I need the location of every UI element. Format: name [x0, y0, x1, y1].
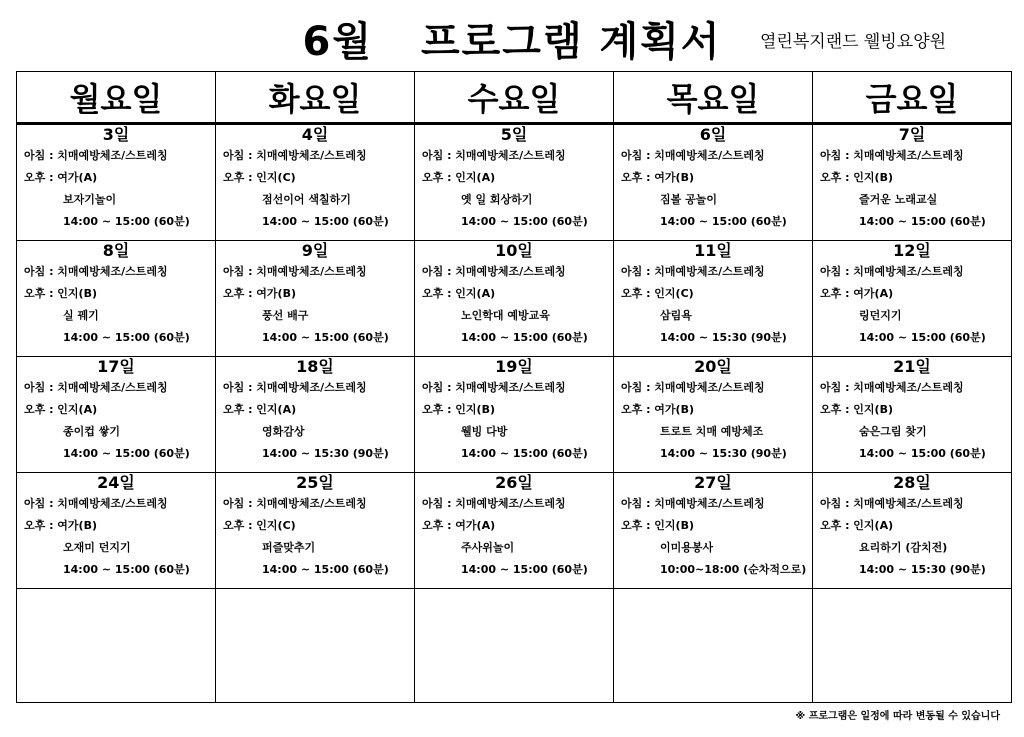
morning-program: 아침 : 치매예방체조/스트레칭	[820, 381, 964, 394]
morning-program: 아침 : 치매예방체조/스트레칭	[422, 149, 566, 162]
activity-name: 보자기놀이	[63, 193, 117, 206]
morning-program: 아침 : 치매예방체조/스트레칭	[422, 381, 566, 394]
day-cell	[17, 473, 216, 589]
activity-name: 숨은그림 찾기	[859, 425, 927, 438]
day-number: 3일	[102, 125, 130, 144]
program-calendar	[16, 71, 1012, 703]
day-cell	[415, 357, 614, 473]
activity-time: 14:00 ~ 15:00 (60분)	[262, 215, 389, 228]
day-number: 7일	[898, 125, 926, 144]
afternoon-program: 오후 : 여가(B)	[621, 171, 695, 184]
morning-program: 아침 : 치매예방체조/스트레칭	[24, 381, 168, 394]
day-number: 10일	[495, 241, 533, 260]
weekday-header: 월요일	[17, 72, 216, 124]
afternoon-program: 오후 : 인지(C)	[223, 519, 296, 532]
day-cell	[415, 124, 614, 241]
day-number: 17일	[97, 357, 135, 376]
day-cell	[614, 241, 813, 357]
activity-time: 14:00 ~ 15:00 (60분)	[859, 215, 986, 228]
activity-name: 요리하기 (감치전)	[859, 541, 948, 554]
activity-time: 14:00 ~ 15:00 (60분)	[461, 331, 588, 344]
activity-name: 실 꿰기	[63, 309, 99, 322]
morning-program: 아침 : 치매예방체조/스트레칭	[820, 265, 964, 278]
activity-name: 짐볼 공놀이	[660, 193, 717, 206]
afternoon-program: 오후 : 인지(A)	[24, 403, 98, 416]
activity-time: 14:00 ~ 15:00 (60분)	[63, 447, 190, 460]
morning-program: 아침 : 치매예방체조/스트레칭	[223, 265, 367, 278]
afternoon-program: 오후 : 인지(B)	[422, 403, 496, 416]
afternoon-program: 오후 : 인지(B)	[820, 171, 894, 184]
morning-program: 아침 : 치매예방체조/스트레칭	[621, 265, 765, 278]
footnote: ※ 프로그램은 일정에 따라 변동될 수 있습니다	[795, 711, 1000, 722]
day-number: 4일	[301, 125, 329, 144]
organization-name: 열린복지랜드 웰빙요양원	[760, 32, 947, 52]
afternoon-program: 오후 : 여가(A)	[422, 519, 496, 532]
activity-time: 14:00 ~ 15:00 (60분)	[660, 215, 787, 228]
empty-day-cell	[415, 589, 614, 703]
activity-time: 14:00 ~ 15:30 (90분)	[262, 447, 389, 460]
day-number: 12일	[893, 241, 931, 260]
activity-time: 14:00 ~ 15:00 (60분)	[63, 331, 190, 344]
day-number: 26일	[495, 473, 533, 492]
week-row	[17, 357, 1012, 473]
activity-time: 14:00 ~ 15:00 (60분)	[262, 331, 389, 344]
activity-name: 삼림욕	[660, 309, 692, 322]
afternoon-program: 오후 : 인지(A)	[820, 519, 894, 532]
afternoon-program: 오후 : 여가(B)	[223, 287, 297, 300]
day-cell	[813, 473, 1012, 589]
activity-name: 링던지기	[859, 309, 902, 322]
afternoon-program: 오후 : 인지(A)	[422, 287, 496, 300]
afternoon-program: 오후 : 여가(B)	[24, 519, 98, 532]
morning-program: 아침 : 치매예방체조/스트레칭	[621, 381, 765, 394]
morning-program: 아침 : 치매예방체조/스트레칭	[422, 497, 566, 510]
day-number: 11일	[694, 241, 732, 260]
day-cell	[17, 357, 216, 473]
day-number: 18일	[296, 357, 334, 376]
day-number: 28일	[893, 473, 931, 492]
activity-time: 14:00 ~ 15:30 (90분)	[660, 331, 787, 344]
title-month: 6월	[302, 19, 374, 65]
activity-name: 영화감상	[262, 425, 305, 438]
day-cell	[813, 241, 1012, 357]
afternoon-program: 오후 : 인지(B)	[820, 403, 894, 416]
activity-time: 10:00~18:00 (순차적으로)	[660, 563, 807, 576]
day-cell	[614, 357, 813, 473]
day-cell	[614, 124, 813, 241]
empty-day-cell	[813, 589, 1012, 703]
calendar-body	[17, 124, 1012, 703]
morning-program: 아침 : 치매예방체조/스트레칭	[820, 149, 964, 162]
activity-name: 퍼즐맞추기	[262, 541, 316, 554]
day-number: 24일	[97, 473, 135, 492]
activity-name: 풍선 배구	[262, 309, 309, 322]
activity-name: 웰빙 다방	[461, 425, 508, 438]
morning-program: 아침 : 치매예방체조/스트레칭	[223, 381, 367, 394]
afternoon-program: 오후 : 인지(B)	[24, 287, 98, 300]
morning-program: 아침 : 치매예방체조/스트레칭	[422, 265, 566, 278]
afternoon-program: 오후 : 인지(B)	[621, 519, 695, 532]
empty-day-cell	[17, 589, 216, 703]
week-row	[17, 124, 1012, 241]
activity-time: 14:00 ~ 15:00 (60분)	[461, 447, 588, 460]
day-cell	[17, 241, 216, 357]
day-number: 6일	[699, 125, 727, 144]
day-number: 5일	[500, 125, 528, 144]
weekday-header: 목요일	[614, 72, 813, 124]
day-number: 8일	[102, 241, 130, 260]
day-number: 9일	[301, 241, 329, 260]
day-cell	[216, 124, 415, 241]
afternoon-program: 오후 : 인지(A)	[422, 171, 496, 184]
afternoon-program: 오후 : 인지(C)	[223, 171, 296, 184]
afternoon-program: 오후 : 인지(C)	[621, 287, 694, 300]
day-cell	[813, 124, 1012, 241]
activity-name: 즐거운 노래교실	[859, 193, 938, 206]
day-cell	[216, 241, 415, 357]
morning-program: 아침 : 치매예방체조/스트레칭	[621, 149, 765, 162]
activity-name: 점선이어 색칠하기	[262, 193, 351, 206]
activity-time: 14:00 ~ 15:00 (60분)	[859, 331, 986, 344]
weekday-header: 금요일	[813, 72, 1012, 124]
morning-program: 아침 : 치매예방체조/스트레칭	[621, 497, 765, 510]
activity-name: 노인학대 예방교육	[461, 309, 550, 322]
activity-time: 14:00 ~ 15:00 (60분)	[461, 563, 588, 576]
day-number: 25일	[296, 473, 334, 492]
empty-day-cell	[614, 589, 813, 703]
activity-name: 옛 일 회상하기	[461, 193, 533, 206]
day-cell	[415, 241, 614, 357]
activity-time: 14:00 ~ 15:30 (90분)	[859, 563, 986, 576]
empty-day-cell	[216, 589, 415, 703]
activity-time: 14:00 ~ 15:30 (90분)	[660, 447, 787, 460]
activity-time: 14:00 ~ 15:00 (60분)	[859, 447, 986, 460]
activity-name: 주사위놀이	[461, 541, 515, 554]
empty-week-row	[17, 589, 1012, 703]
weekday-header: 수요일	[415, 72, 614, 124]
activity-name: 트로트 치매 예방체조	[660, 425, 764, 438]
day-cell	[614, 473, 813, 589]
day-cell	[415, 473, 614, 589]
day-cell	[216, 357, 415, 473]
afternoon-program: 오후 : 여가(A)	[24, 171, 98, 184]
activity-name: 오재미 던지기	[63, 541, 131, 554]
week-row	[17, 473, 1012, 589]
morning-program: 아침 : 치매예방체조/스트레칭	[24, 149, 168, 162]
day-number: 20일	[694, 357, 732, 376]
day-cell	[17, 124, 216, 241]
day-cell	[216, 473, 415, 589]
activity-time: 14:00 ~ 15:00 (60분)	[63, 563, 190, 576]
morning-program: 아침 : 치매예방체조/스트레칭	[24, 497, 168, 510]
day-number: 19일	[495, 357, 533, 376]
day-number: 27일	[694, 473, 732, 492]
weekday-header: 화요일	[216, 72, 415, 124]
afternoon-program: 오후 : 인지(A)	[223, 403, 297, 416]
day-number: 21일	[893, 357, 931, 376]
activity-time: 14:00 ~ 15:00 (60분)	[262, 563, 389, 576]
activity-time: 14:00 ~ 15:00 (60분)	[461, 215, 588, 228]
morning-program: 아침 : 치매예방체조/스트레칭	[223, 497, 367, 510]
morning-program: 아침 : 치매예방체조/스트레칭	[24, 265, 168, 278]
title-text: 프로그램 계획서	[421, 19, 722, 65]
activity-name: 이미용봉사	[660, 541, 714, 554]
afternoon-program: 오후 : 여가(B)	[621, 403, 695, 416]
activity-name: 종이컵 쌓기	[63, 425, 120, 438]
afternoon-program: 오후 : 여가(A)	[820, 287, 894, 300]
week-row	[17, 241, 1012, 357]
day-cell	[813, 357, 1012, 473]
weekday-header-row	[17, 72, 1012, 124]
activity-time: 14:00 ~ 15:00 (60분)	[63, 215, 190, 228]
morning-program: 아침 : 치매예방체조/스트레칭	[223, 149, 367, 162]
morning-program: 아침 : 치매예방체조/스트레칭	[820, 497, 964, 510]
